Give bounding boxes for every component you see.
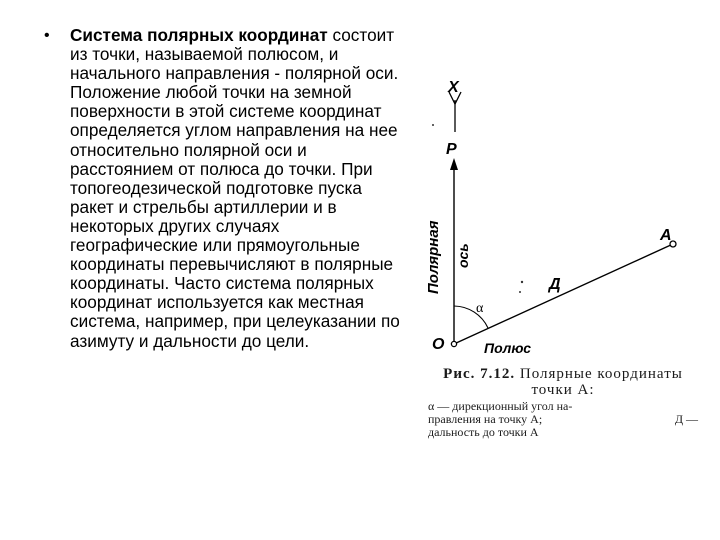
lead-text: Система полярных координат xyxy=(70,25,328,45)
point-p-label: P xyxy=(446,141,457,158)
speck-mark xyxy=(519,291,521,293)
caption-fig-number: Рис. 7.12. xyxy=(443,366,516,382)
speck-mark xyxy=(521,281,523,283)
angle-alpha-label: α xyxy=(476,301,484,316)
caption-title xyxy=(428,366,698,398)
point-a-label: А xyxy=(660,227,672,244)
axis-label-axis: ось xyxy=(455,243,471,268)
caption-legend xyxy=(428,400,698,439)
figure-caption xyxy=(428,366,698,439)
caption-line-1: α — дирекционный угол на- xyxy=(428,399,573,413)
pole-o-label: О xyxy=(432,336,445,353)
body-text: состоит из точки, называемой полюсом, и начального направления - полярной оси. Положение любой точки на земной поверхности в этой системе координат определяется углом направления на нее относительно полярной оси и расстоянием от полюса до точки. При топогеодезической подготовке пуска ракет и стрельбы артиллерии и в некоторых других случаях географические или прямоугольные координаты перевычисляют в полярные координаты. Часто система полярных координат используется как местная система, например, при целеуказании по азимуту и дальности до цели. xyxy=(70,25,400,351)
caption-line-2: правления на точку А; xyxy=(428,412,543,426)
caption-line xyxy=(428,426,698,439)
speck-mark xyxy=(432,124,434,126)
pole-point-marker xyxy=(451,341,456,346)
slide-text-block xyxy=(44,26,404,351)
caption-title-text: Полярные координаты точки А: xyxy=(515,366,683,398)
bullet-marker: • xyxy=(44,27,50,44)
paragraph xyxy=(70,26,404,351)
caption-line-2-right: Д — xyxy=(674,412,698,426)
polar-axis-arrow-icon xyxy=(450,158,458,170)
x-axis-label: X xyxy=(448,79,459,96)
distance-d-label: Д xyxy=(549,276,561,293)
ray-to-point-a xyxy=(454,244,673,344)
pole-label: Полюс xyxy=(484,340,532,356)
caption-line-3: дальность до точки А xyxy=(428,425,539,439)
axis-label-polar: Полярная xyxy=(425,220,442,294)
